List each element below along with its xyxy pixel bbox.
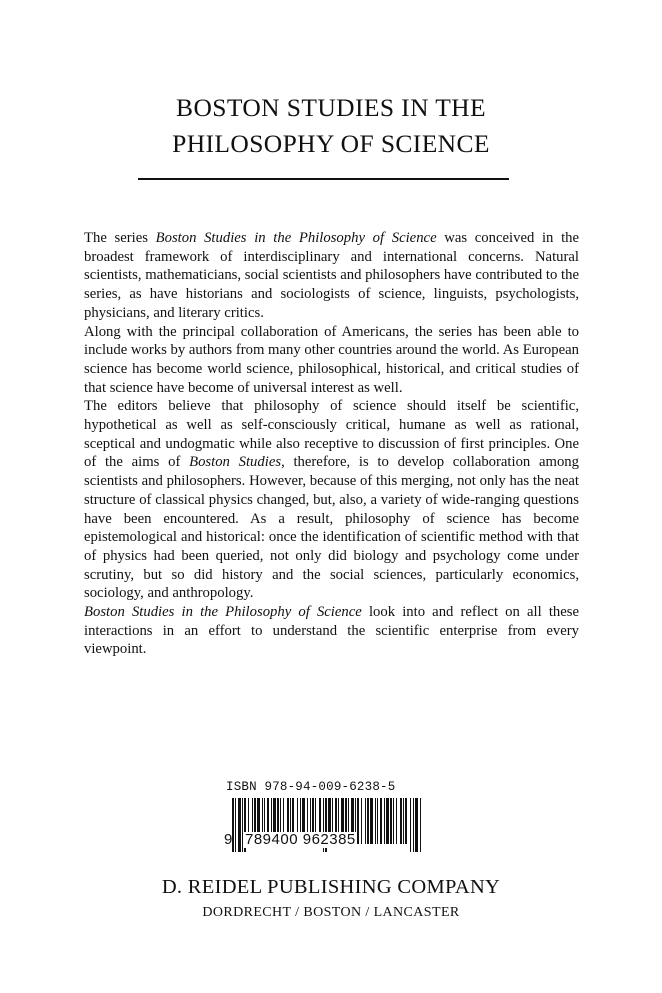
series-description	[84, 229, 579, 659]
series-title-line-1: BOSTON STUDIES IN THE	[176, 93, 486, 122]
isbn-number: ISBN 978-94-009-6238-5	[226, 780, 396, 794]
paragraph-1-text-a: The series	[84, 230, 156, 246]
publisher-cities: DORDRECHT / BOSTON / LANCASTER	[202, 905, 460, 920]
paragraph-2: Along with the principal collaboration of Americans, the series has been able to include works by authors from many other countries around the world. As European science has become world science, philosophical, historical, and critical studies of that science have become of universal interest as well.	[84, 323, 579, 396]
paragraph-1-text-b: was conceived in the broadest framework of interdisciplinary and international concerns. Natural scientists, mathematicians, social scientists and philosophers have contributed to the series, as have historians and sociologists of science, linguists, psychologists, physicians, and literary critics.	[84, 230, 580, 321]
paragraph-1	[84, 229, 579, 323]
paragraph-4-text: look into and reflect on all these interactions in an effort to understand the scientific enterprise from every viewpoint.	[84, 604, 579, 658]
paragraph-3-text-a: The editors believe that philosophy of science should itself be scientific, hypothetical as well as self-consciously critical, humane as well as rational, sceptical and undogmatic while also receptive to discussion of first principles. One of the aims of	[84, 398, 579, 471]
series-short-name-italic: Boston Studies	[189, 454, 282, 471]
ean-first-digit: 9	[224, 831, 233, 848]
series-title-line-2: PHILOSOPHY OF SCIENCE	[172, 129, 490, 158]
barcode-block	[224, 780, 438, 870]
paragraph-3-text-b: , therefore, is to develop collaboration among scientists and philosophers. However, because of this merging, not only has the neat structure of classical physics changed, but, also, a variety of wide-ranging questions have been encountered. As a result, philosophy of science has become epistemological and historical: once the identification of scientific method with that of physics had been queried, not only did biology and psychology come under scrutiny, but so did history and the social sciences, particularly economics, sociology, and anthropology.	[84, 454, 579, 602]
paragraph-3	[84, 397, 579, 603]
series-title	[60, 90, 602, 162]
series-name-italic: Boston Studies in the Philosophy of Science	[155, 230, 437, 246]
paragraph-4	[84, 603, 579, 659]
ean-digits: 789400 962385	[245, 831, 356, 848]
series-name-italic-2: Boston Studies in the Philosophy of Science	[84, 604, 362, 621]
publisher-name: D. REIDEL PUBLISHING COMPANY	[161, 876, 501, 898]
title-divider	[138, 178, 509, 180]
